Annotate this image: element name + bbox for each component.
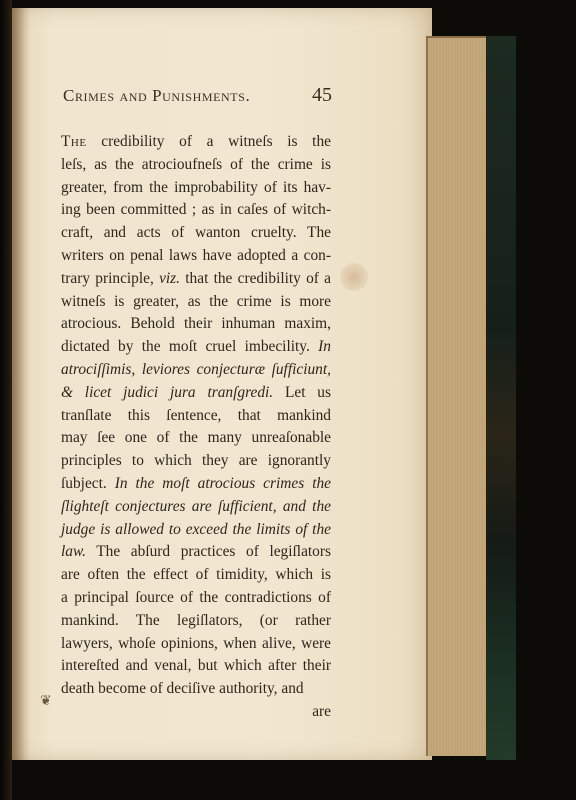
text-line: law. The abſurd practices of legiſlators: [61, 543, 331, 561]
text-line: witneſs is greater, as the crime is more: [61, 292, 331, 310]
text-line: mankind. The legiſlators, (or rather: [61, 611, 331, 629]
book-cover-right: [486, 36, 516, 760]
text-line: principles to which they are ignorantly: [61, 452, 331, 470]
text-line: judge is allowed to exceed the limits of the: [61, 520, 331, 538]
text-line: greater, from the improbability of its hav-: [61, 178, 331, 196]
page-stack-edges: [426, 38, 488, 756]
book-binding-left: [0, 0, 12, 800]
text-line: death become of deciſive authority, and: [61, 680, 304, 698]
text-line: lawyers, whoſe opinions, when alive, were: [61, 634, 331, 652]
running-title: [63, 86, 349, 106]
text-line: are often the effect of timidity, which is: [61, 566, 331, 584]
text-line: ſubject. In the moſt atrocious crimes the: [61, 474, 331, 492]
catchword: are: [312, 702, 331, 720]
text-line: ſlighteſt conjectures are ſufficient, and the: [61, 497, 331, 515]
page-number: 45: [312, 84, 332, 106]
text-line: trary principle, viz. that the credibility of a: [61, 269, 331, 287]
text-line: leſs, as the atrocioufneſs of the crime is: [61, 155, 331, 173]
ink-mark: ❦: [40, 694, 52, 709]
body-text: [61, 131, 331, 724]
text-line: intereſted and venal, but which after their: [61, 657, 331, 675]
text-line: atrociſſimis, leviores conjecturæ ſufficiunt,: [61, 360, 331, 378]
text-line: craft, and acts of wanton cruelty. The: [61, 224, 331, 242]
text-line: atrocious. Behold their inhuman maxim,: [61, 315, 331, 333]
text-line: dictated by the moſt cruel imbecility. In: [61, 338, 331, 356]
text-line: tranſlate this ſentence, that mankind: [61, 406, 331, 424]
text-line: ing been committed ; as in caſes of witch-: [61, 201, 331, 219]
text-line: a principal ſource of the contradictions of: [61, 588, 331, 606]
paper-stain: [340, 263, 368, 291]
text-line: & licet judici jura tranſgredi. Let us: [61, 383, 331, 401]
text-line: The credibility of a witneſs is the: [61, 133, 331, 150]
running-title-text: Crimes and Punishments.: [63, 86, 251, 105]
gutter-shadow: [12, 8, 30, 760]
text-line: writers on penal laws have adopted a con-: [61, 246, 331, 264]
text-line: may ſee one of the many unreaſonable: [61, 429, 331, 447]
